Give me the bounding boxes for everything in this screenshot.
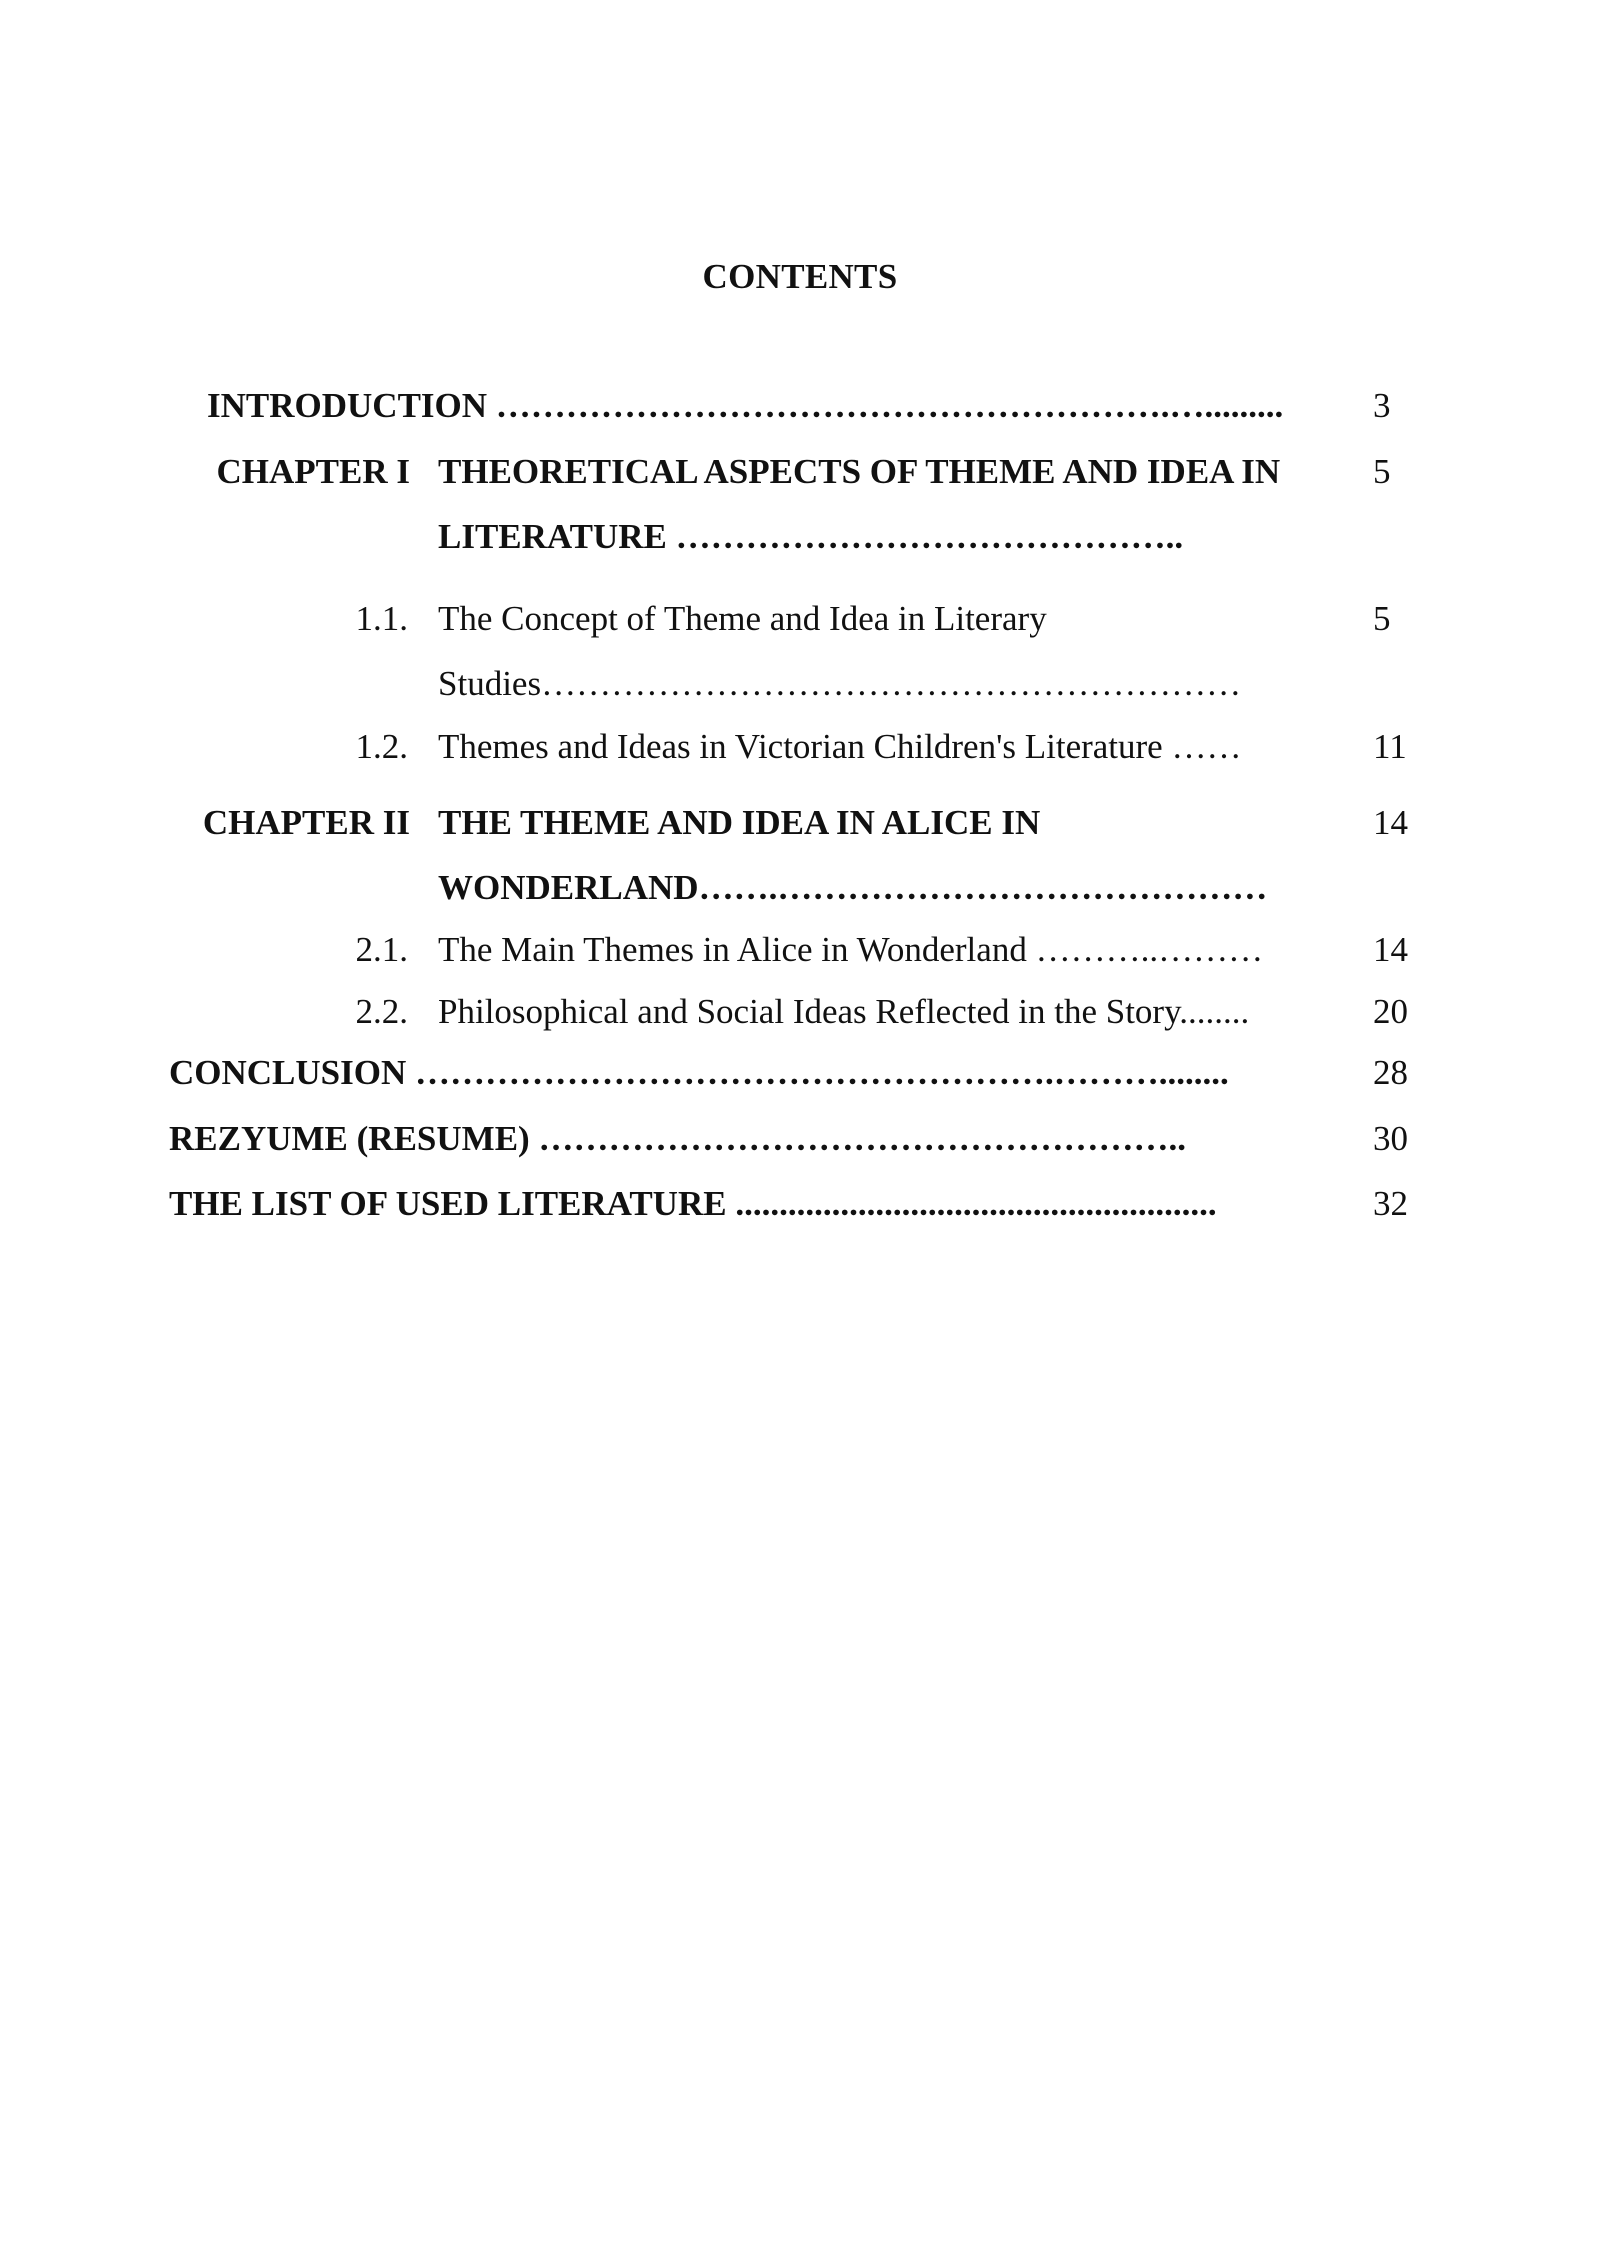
toc-entry-text-continued: Studies…………………………………………………… <box>438 664 1242 703</box>
toc-section-number: 1.1. <box>355 599 408 638</box>
page-title: CONTENTS <box>702 257 898 296</box>
toc-entry-text: The Main Themes in Alice in Wonderland ………..……… <box>438 930 1264 969</box>
toc-chapter-label: CHAPTER II <box>202 803 410 842</box>
toc-page-number: 3 <box>1373 386 1391 425</box>
toc-page-number: 28 <box>1373 1053 1408 1092</box>
toc-page-number: 14 <box>1373 930 1408 969</box>
toc-page-number: 5 <box>1373 599 1391 638</box>
toc-entry-text: Themes and Ideas in Victorian Children's Literature …… <box>438 727 1242 766</box>
toc-entry-text-continued: LITERATURE …………………………………….. <box>438 517 1184 556</box>
toc-entry-text: REZYUME (RESUME) ……………………………………………….. <box>169 1119 1186 1158</box>
toc-section-number: 2.2. <box>355 992 408 1031</box>
toc-entry-text: THE THEME AND IDEA IN ALICE IN <box>438 803 1041 842</box>
toc-page-number: 14 <box>1373 803 1408 842</box>
toc-section-number: 2.1. <box>355 930 408 969</box>
toc-page-number: 32 <box>1373 1184 1408 1223</box>
toc-page-number: 5 <box>1373 452 1391 491</box>
toc-page-number: 30 <box>1373 1119 1408 1158</box>
toc-entry-text: INTRODUCTION ………………………………………………….…......... <box>207 386 1284 425</box>
toc-page-number: 20 <box>1373 992 1408 1031</box>
toc-entry-text: Philosophical and Social Ideas Reflected in the Story........ <box>438 992 1250 1031</box>
toc-page-number: 11 <box>1373 727 1407 766</box>
toc-entry-text: The Concept of Theme and Idea in Literary <box>438 599 1047 638</box>
toc-entry-text-continued: WONDERLAND…….…………………………………… <box>438 868 1268 907</box>
toc-entry-text: CONCLUSION ……………………………………………….………........ <box>169 1053 1229 1092</box>
toc-entry-text: THEORETICAL ASPECTS OF THEME AND IDEA IN <box>438 452 1281 491</box>
toc-entry-text: THE LIST OF USED LITERATURE ....................................................... <box>169 1184 1217 1223</box>
toc-chapter-label: CHAPTER I <box>216 452 410 491</box>
toc-section-number: 1.2. <box>355 727 408 766</box>
